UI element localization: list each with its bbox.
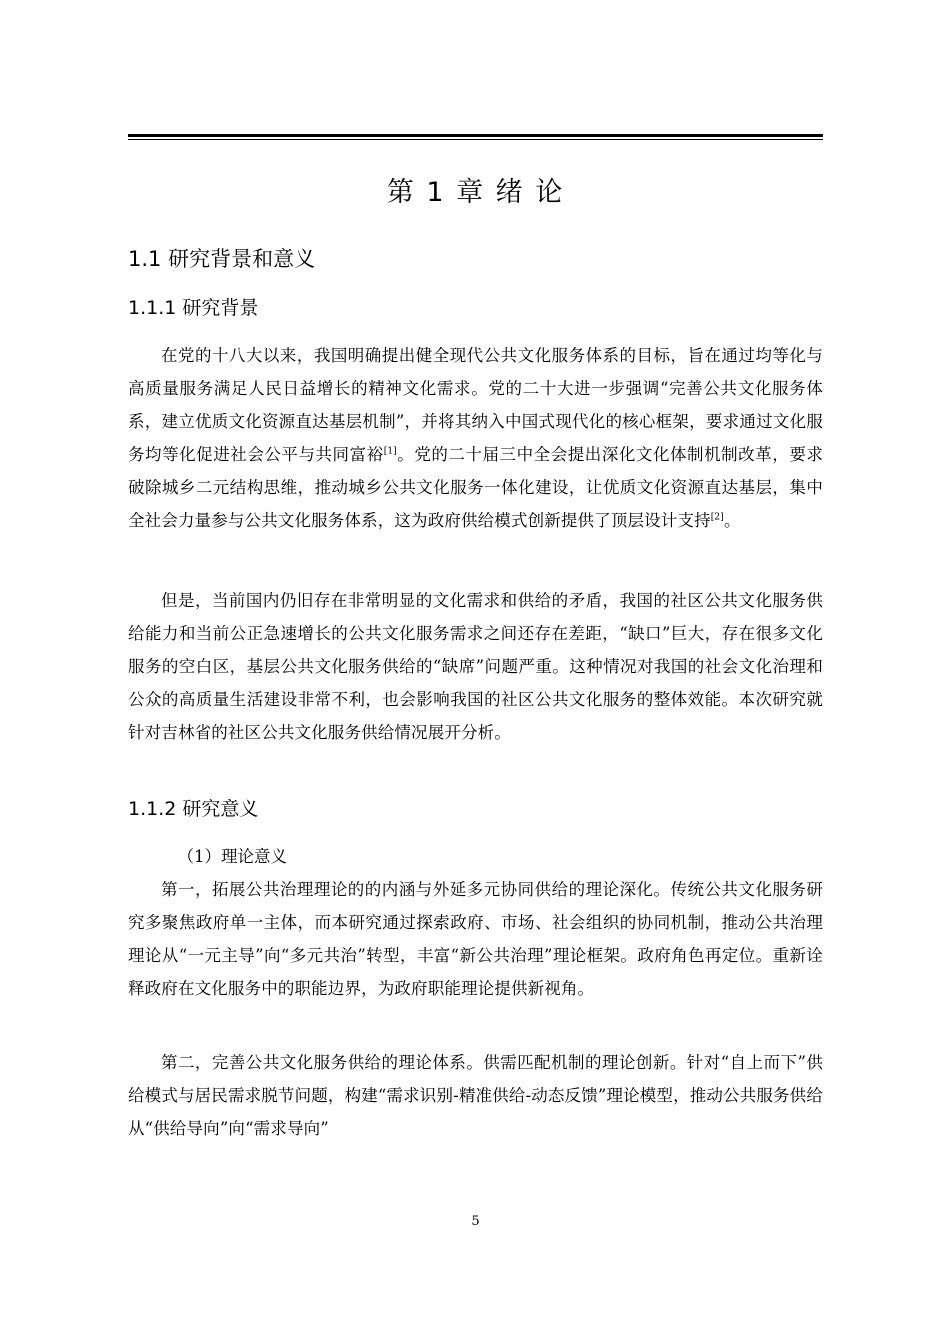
background-paragraph-1	[128, 339, 823, 537]
chapter-title: 第 1 章 绪 论	[386, 177, 565, 208]
page-number: 5	[471, 1214, 480, 1229]
citation-2[interactable]: [2]	[710, 512, 724, 523]
background-paragraph-1-part-a: 在党的十八大以来，我国明确提出健全现代公共文化服务体系的目标，旨在通过均等化与高质量服务满足人民日益增长的精神文化需求。党的二十大进一步强调“完善公共文化服务体系，建立优质文化资源直达基层机制”，并将其纳入中国式现代化的核心框架，要求通过文化服务均等化促进社会公平与共同富裕	[128, 346, 823, 464]
header-rule-thin	[128, 139, 823, 140]
header-rule-thick	[128, 134, 823, 137]
background-paragraph-2: 但是，当前国内仍旧存在非常明显的文化需求和供给的矛盾，我国的社区公共文化服务供给能力和当前公正急速增长的公共文化服务需求之间还存在差距，“缺口”巨大，存在很多文化服务的空白区，基层公共文化服务供给的“缺席”问题严重。这种情况对我国的社会文化治理和公众的高质量生活建设非常不利，也会影响我国的社区公共文化服务的整体效能。本次研究就针对吉林省的社区公共文化服务供给情况展开分析。	[128, 591, 823, 742]
significance-paragraph-1: 第一，拓展公共治理理论的的内涵与外延多元协同供给的理论深化。传统公共文化服务研究多聚焦政府单一主体，而本研究通过探索政府、市场、社会组织的协同机制，推动公共治理理论从“一元主导”向“多元共治”转型，丰富“新公共治理”理论框架。政府角色再定位。重新诠释政府在文化服务中的职能边界，为政府职能理论提供新视角。	[128, 880, 823, 998]
sub-item-theoretical-significance: （1）理论意义	[177, 847, 287, 866]
significance-paragraph-2: 第二，完善公共文化服务供给的理论体系。供需匹配机制的理论创新。针对“自上而下”供给模式与居民需求脱节问题，构建“需求识别-精准供给-动态反馈”理论模型，推动公共服务供给从“供给导向”向“需求导向”	[128, 1053, 823, 1138]
subsection-heading-background: 1.1.1 研究背景	[128, 297, 259, 319]
background-paragraph-1-part-b: 。党的二十届三中全会提出深化文化体制机制改革，要求破除城乡二元结构思维，推动城乡公共文化服务一体化建设，让优质文化资源直达基层，集中全社会力量参与公共文化服务体系，这为政府供给模式创新提供了顶层设计支持	[128, 445, 824, 530]
background-paragraph-1-part-c: 。	[723, 511, 741, 530]
section-heading: 1.1 研究背景和意义	[128, 247, 316, 271]
citation-1[interactable]: [1]	[383, 446, 397, 457]
subsection-heading-significance: 1.1.2 研究意义	[128, 798, 259, 820]
